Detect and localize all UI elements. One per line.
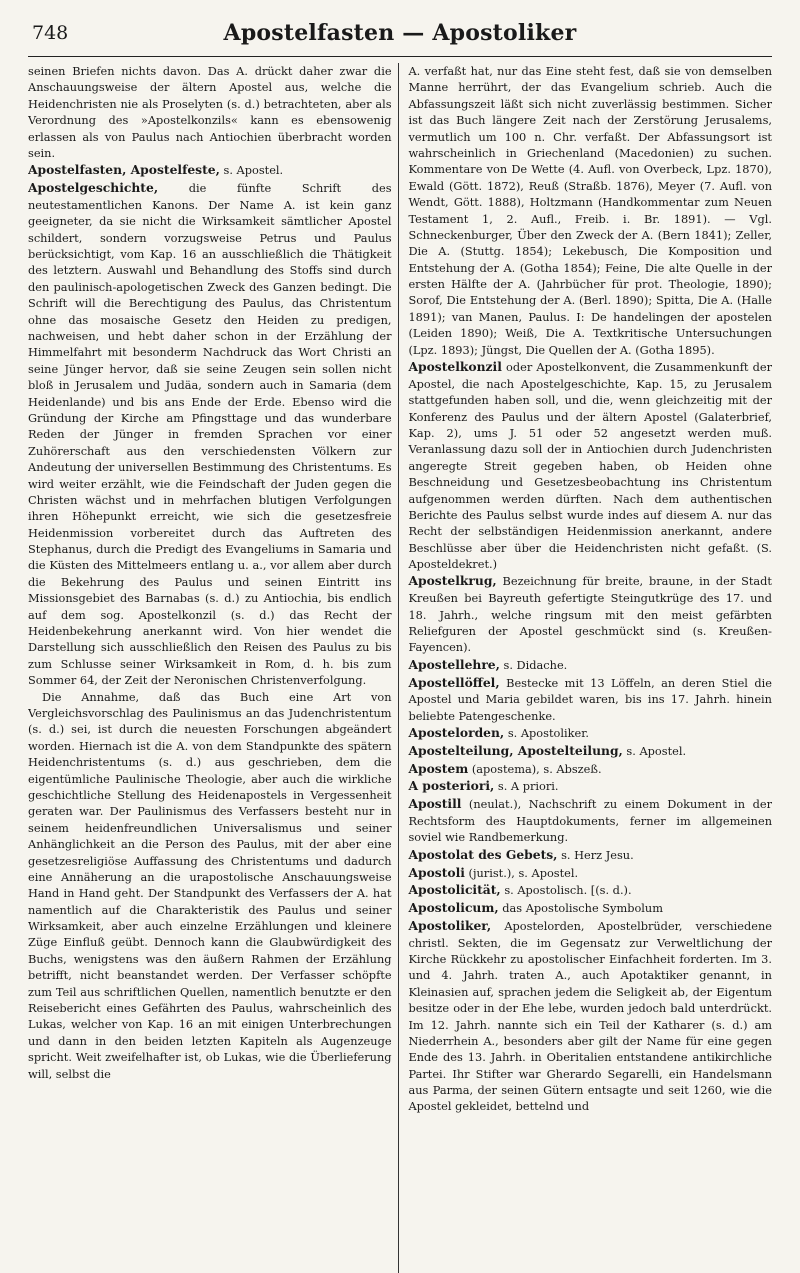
entry-text: Apostelorden, Apostelbrüder, verschiedene christl. Sekten, die im Gegensatz zur Verweltlichung der Kirche Rückkehr zu apostolischer Einfachheit forderten. Im 3. und 4. Jahrh. traten A., auch Apotaktiker genannt, in Kleinasien auf, sprachen jedem die Seligkeit ab, der Eigentum besitze oder in der Ehe lebe, wurden jedoch bald unterdrückt. Im 12. Jahrh. nannte sich ein Teil der Katharer (s. d.) am Niederrhein A., besonders aber gilt der Name für eine gegen Ende des 13. Jahrh. in Oberitalien entstandene antikirchliche Partei. Ihr Stifter war Gherardo Segarelli, ein Handelsmann aus Parma, der seinen Gütern entsagte und seit 1260, wie die Apostel gekleidet, bettelnd und [408,918,772,1114]
entry-headword: A posteriori, [408,778,495,794]
entry-text: oder Apostelkonvent, die Zusammenkunft der Apostel, die nach Apostelgeschichte, Kap. 15, zu Jerusalem stattgefunden haben soll, und die, wenn gleichzeitig mit der Konferenz des Paulus und der ältern Apostel (Galaterbrief, Kap. 2), ums J. 51 oder 52 angesetzt werden muß. Veranlassung dazu soll der in Antiochien durch Judenchristen angeregte Streit gegeben haben, ob Heiden ohne Beschneidung und Gesetzesbeobachtung ins Christentum aufgenommen werden dürften. Nach dem authentischen Berichte des Paulus selbst wurde indes auf diesem A. nur das Recht der selbständigen Heidenmission anerkannt, andere Beschlüsse aber über die Heidenchristen nicht gefaßt. (S. Aposteldekret.) [408,360,772,572]
entry-headword: Apostolicität, [408,882,501,898]
dictionary-entry [408,777,772,795]
entry-headword: Apostelfasten, Apostelfeste, [28,162,220,178]
entry-text: Die Annahme, daß das Buch eine Art von Vergleichsvorschlag des Paulinismus an das Judenchristentum (s. d.) sei, ist durch die neuesten Forschungen abgeändert worden. Hiernach ist die A. von dem Standpunkte des spätern Heidenchristentums (s. d.) aus geschrieben, dem die eigentümliche Paulinische Theologie, aber auch die wirkliche geschichtliche Stellung des Heidenapostels in Vergessenheit geraten war. Der Paulinismus des Verfassers besteht nur in seinem heidenfreundlichen Universalismus und seiner Anhänglichkeit an die Person des Paulus, mit der aber eine gesetzesreligiöse Auffassung des Christentums und dadurch eine Annäherung an die urapostolische Anschauungsweise Hand in Hand geht. Der Standpunkt des Verfassers der A. hat namentlich auf die Charakteristik des Paulus und seiner Wirksamkeit, aber auch einzelne Erzählungen und kleinere Züge Einfluß geübt. Dennoch kann die Glaubwürdigkeit des Buchs, wenigstens was den äußern Rahmen der Erzählung betrifft, nicht beanstandet werden. Der Verfasser schöpfte zum Teil aus schriftlichen Quellen, namentlich benutzte er den Reisebericht eines Gefährten des Paulus, wahrscheinlich des Lukas, welcher von Kap. 16 an mit einigen Unterbrechungen und dann in den beiden letzten Kapiteln als Augenzeuge spricht. Weit zweifelhafter ist, ob Lukas, wie die Überlieferung will, selbst die [28,689,392,1081]
text-columns [28,63,772,1273]
dictionary-entry [408,760,772,778]
entry-text: Bezeichnung für breite, braune, in der Stadt Kreußen bei Bayreuth gefertigte Steingutkrüge des 17. und 18. Jahrh., welche ringsum mit den meist gefärbten Reliefguren der Apostel geschmückt sind (s. Kreußen-Fayencen). [408,574,772,655]
dictionary-entry [408,724,772,742]
dictionary-entry [408,899,772,917]
page-number: 748 [32,22,69,44]
entry-text: A. verfaßt hat, nur das Eine steht fest, daß sie von demselben Manne herrührt, der das Evangelium schrieb. Auch die Abfassungszeit läßt sich nicht zuverlässig bestimmen. Sicher ist das Buch längere Zeit nach der Zerstörung Jerusalems, vermutlich um 100 n. Chr. verfaßt. Der Abfassungsort ist wahrscheinlich in Griechenland (Macedonien) zu suchen. Kommentare von De Wette (4. Aufl. von Overbeck, Lpz. 1870), Ewald (Gött. 1872), Reuß (Straßb. 1876), Meyer (7. Aufl. von Wendt, Gött. 1888), Holtzmann (Handkommentar zum Neuen Testament 1, 2. Aufl., Freib. i. Br. 1891). — Vgl. Schneckenburger, Über den Zweck der A. (Bern 1841); Zeller, Die A. (Stuttg. 1854); Lekebusch, Die Komposition und Entstehung der A. (Gotha 1854); Feine, Die alte Quelle in der ersten Hälfte der A. (Jahrbücher für prot. Theologie, 1890); Sorof, Die Entstehung der A. (Berl. 1890); Spitta, Die A. (Halle 1891); van Manen, Paulus. I: De handelingen der apostelen (Leiden 1890); Weiß, Die A. Textkritische Untersuchungen (Lpz. 1893); Jüngst, Die Quellen der A. (Gotha 1895). [408,64,772,357]
entry-text: s. Didache. [499,657,568,672]
page-header [28,20,772,57]
dictionary-entry [28,179,392,688]
dictionary-entry [408,742,772,760]
entry-headword: Apostem [408,760,469,776]
dictionary-entry [28,161,392,179]
entry-headword: Apostoliker, [408,917,492,933]
entry-headword: Apostolicum, [408,900,499,916]
entry-text: die fünfte Schrift des neutestamentlichen Kanons. Der Name A. ist kein ganz geeigneter, da sie nicht die Wirksamkeit sämtlicher Apostel schildert, sondern vorzugsweise Petrus und Paulus berücksichtigt, vom Kap. 16 an ausschließlich die Thätigkeit des letztern. Auswahl und Behandlung des Stoffs sind durch den paulinisch-apologetischen Zweck des Ganzen bedingt. Die Schrift will die Berechtigung des Paulus, das Christentum ohne das mosaische Gesetz den Heiden zu predigen, nachweisen, und hebt daher schon in der Erzählung der Himmelfahrt mit besonderm Nachdruck das Wort Christi an seine Jünger hervor, daß sie seine Zeugen sein sollen nicht bloß in Jerusalem und Judäa, sondern auch in Samaria (dem Heidenlande) und bis ans Ende der Erde. Ebenso wird die Gründung der Kirche am Pfingsttage und das wunderbare Reden der Jünger in fremden Sprachen vor einer Zuhörerschaft aus den verschiedensten Völkern zur Andeutung der universellen Bestimmung des Christentums. Es wird weiter erzählt, wie die Feindschaft der Juden gegen die Christen wächst und in mehrfachen blutigen Verfolgungen ihren Höhepunkt erreicht, wie sich die gesetzesfreie Heidenmission vorbereitet durch das Auftreten des Stephanus, durch die Predigt des Evangeliums in Samaria und die Küsten des Mittelmeers entlang u. a., vor allem aber durch die Bekehrung des Paulus und seinen Eintritt ins Missionsgebiet des Barnabas (s. d.) zu Antiochia, bis endlich auf dem sog. Apostelkonzil (s. d.) das Recht der Heidenbekehrung anerkannt wird. Von hier wendet die Darstellung sich ausschließlich den Reisen des Paulus zu bis zum Schlusse seiner Wirksamkeit in Rom, d. h. bis zum Sommer 64, der Zeit der Neronischen Christenverfolgung. [28,181,392,688]
entry-headword: Apostill [408,796,462,812]
entry-text: s. Apostolisch. [(s. d.). [500,883,632,898]
entry-headword: Apostellöffel, [408,674,500,690]
entry-headword: Apostelteilung, Apostelteilung, [408,742,623,758]
right-column [408,63,772,1273]
dictionary-entry [408,656,772,674]
dictionary-entry [408,881,772,899]
left-column [28,63,392,1273]
entry-headword: Apostoli [408,864,465,880]
entry-text: s. A priori. [494,779,559,794]
running-title: Apostelfasten — Apostoliker [223,20,577,46]
entry-headword: Apostelgeschichte, [28,180,159,196]
entry-text: (neulat.), Nachschrift zu einem Dokument in der Rechtsform des Hauptdokuments, ferner im allgemeinen soviel wie Randbemerkung. [408,797,772,845]
column-divider [398,63,407,1273]
entry-text: s. Apostel. [219,163,284,178]
entry-headword: Apostelkonzil [408,359,502,375]
dictionary-entry [408,63,772,358]
dictionary-entry [28,63,392,161]
entry-text: s. Apostel. [622,743,687,758]
dictionary-entry [408,358,772,572]
dictionary-entry [28,689,392,1082]
dictionary-entry [408,795,772,846]
dictionary-entry [408,674,772,725]
entry-text: seinen Briefen nichts davon. Das A. drückt daher zwar die Anschauungsweise der ältern Apostel aus, welche die Heidenchristen nie als Proselyten (s. d.) betrachteten, aber als Verordnung des »Apostelkonzils« kann es ebensowenig erlassen als von Paulus nach Antiochien überbracht worden sein. [28,64,392,160]
entry-text: s. Apostoliker. [504,726,589,741]
entry-text: Bestecke mit 13 Löffeln, an deren Stiel die Apostel und Maria gebildet waren, bis ins 17. Jahrh. hinein beliebte Patengeschenke. [408,675,772,723]
entry-text: das Apostolische Symbolum [498,901,663,916]
dictionary-entry [408,917,772,1115]
entry-headword: Apostelorden, [408,725,505,741]
entry-headword: Apostellehre, [408,656,500,672]
entry-headword: Apostelkrug, [408,573,497,589]
dictionary-entry [408,846,772,864]
entry-text: (jurist.), s. Apostel. [464,865,579,880]
entry-text: (apostema), s. Abszeß. [468,761,602,776]
entry-headword: Apostolat des Gebets, [408,846,558,862]
dictionary-entry [408,572,772,655]
entry-text: s. Herz Jesu. [557,847,634,862]
dictionary-entry [408,864,772,882]
